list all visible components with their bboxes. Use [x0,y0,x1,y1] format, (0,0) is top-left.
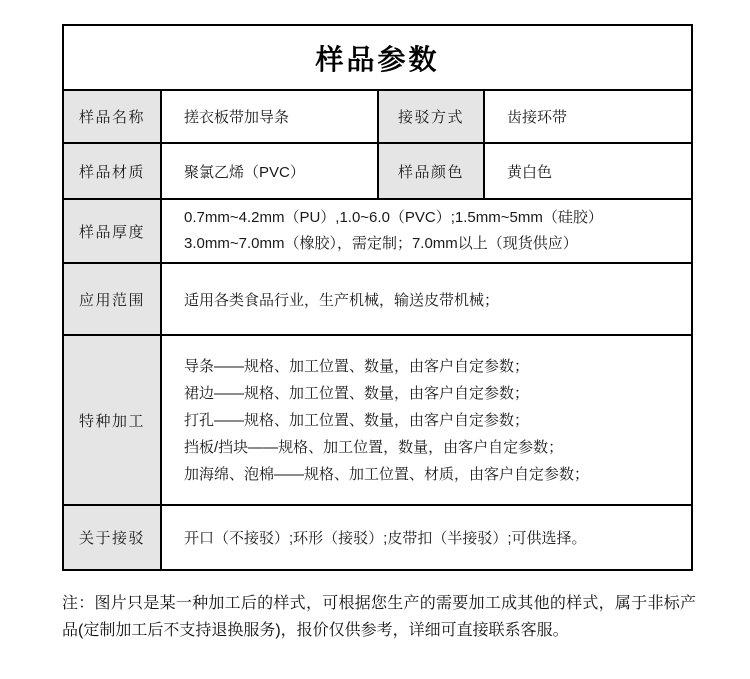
sample-parameters-table [62,24,693,571]
thickness-line-2: 3.0mm~7.0mm（橡胶），需定制；7.0mm以上（现货供应） [184,235,578,252]
value-special-processing [161,335,692,505]
label-sample-material: 样品材质 [63,143,161,199]
row-sample-name [63,90,692,143]
thickness-line-1: 0.7mm~4.2mm（PU）,1.0~6.0（PVC）;1.5mm~5mm（硅胶） [184,209,603,226]
value-application-scope: 适用各类食品行业，生产机械，输送皮带机械； [161,263,692,335]
table-title-row [63,25,692,90]
value-joint-method: 齿接环带 [484,90,692,143]
special-line-guide-strip: 导条——规格、加工位置、数量，由客户自定参数； [184,357,530,375]
label-about-joining: 关于接驳 [63,505,161,570]
special-line-sponge-foam: 加海绵、泡棉——规格、加工位置、材质，由客户自定参数； [184,465,590,483]
table-title: 样品参数 [63,25,692,90]
footer-note: 注：图片只是某一种加工后的样式，可根据您生产的需要加工成其他的样式，属于非标产品(定制加工后不支持退换服务)，报价仅供参考，详细可直接联系客服。 [62,595,696,639]
value-sample-name: 搓衣板带加导条 [161,90,378,143]
row-sample-material [63,143,692,199]
special-line-punching: 打孔——规格、加工位置、数量，由客户自定参数； [184,411,530,429]
label-application-scope: 应用范围 [63,263,161,335]
row-about-joining [63,505,692,570]
label-joint-method: 接驳方式 [378,90,484,143]
row-application-scope [63,263,692,335]
label-sample-color: 样品颜色 [378,143,484,199]
row-special-processing [63,335,692,505]
label-sample-name: 样品名称 [63,90,161,143]
value-about-joining: 开口（不接驳）;环形（接驳）;皮带扣（半接驳）;可供选择。 [161,505,692,570]
label-sample-thickness: 样品厚度 [63,199,161,263]
label-special-processing: 特种加工 [63,335,161,505]
special-line-baffle-block: 挡板/挡块——规格、加工位置，数量，由客户自定参数； [184,438,564,456]
row-sample-thickness [63,199,692,263]
value-sample-color: 黄白色 [484,143,692,199]
value-sample-material: 聚氯乙烯（PVC） [161,143,378,199]
value-sample-thickness [161,199,692,263]
special-line-skirt-edge: 裙边——规格、加工位置、数量，由客户自定参数； [184,384,530,402]
